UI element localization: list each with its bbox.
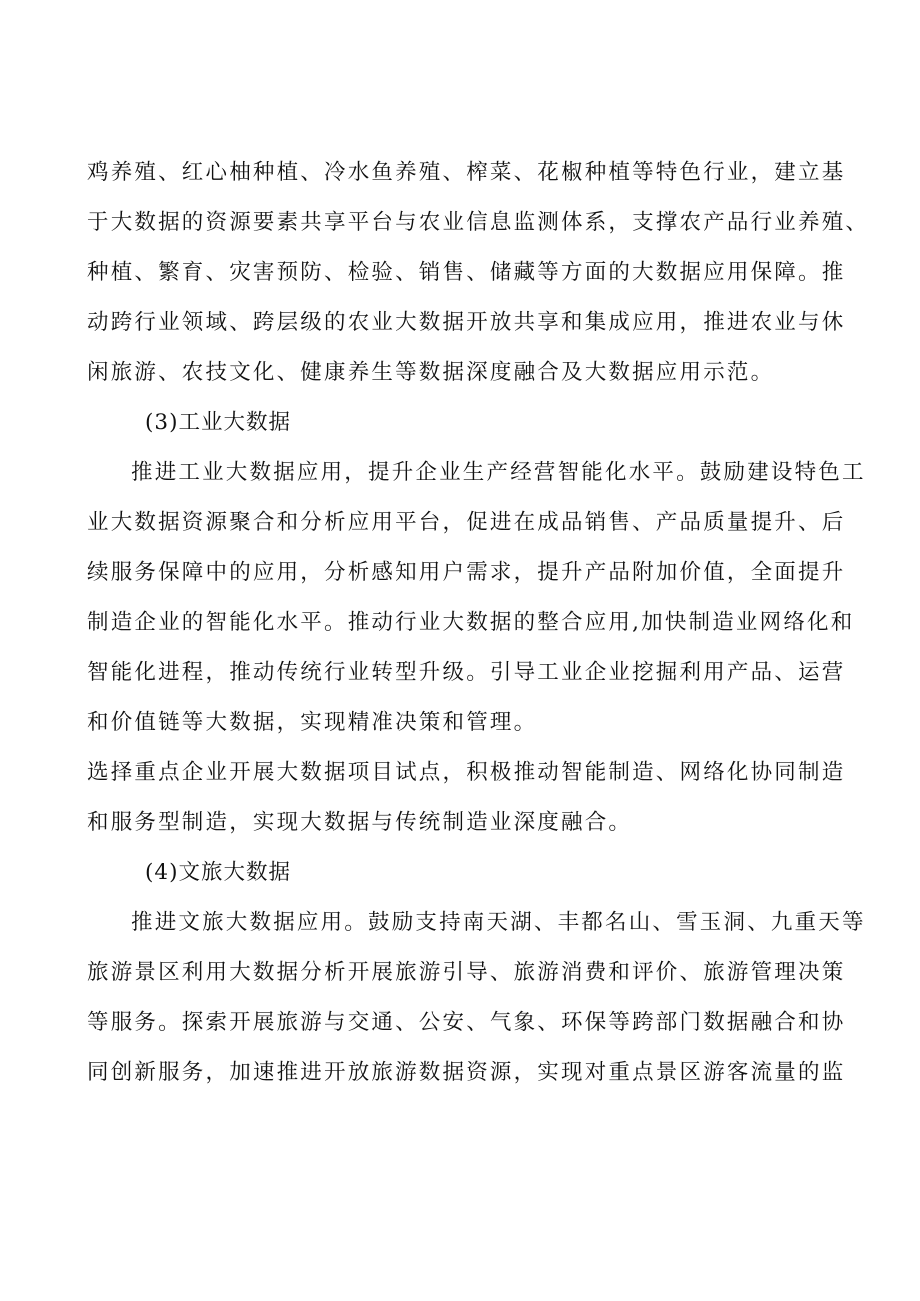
text-line: 推进工业大数据应用，提升企业生产经营智能化水平。鼓励建设特色工 — [131, 460, 866, 485]
text-line: 续服务保障中的应用，分析感知用户需求，提升产品附加价值，全面提升 — [87, 560, 846, 585]
text-line: 推进文旅大数据应用。鼓励支持南天湖、丰都名山、雪玉洞、九重天等 — [131, 910, 866, 935]
section-heading-industry: (3)工业大数据 — [145, 410, 291, 435]
text-line: 旅游景区利用大数据分析开展旅游引导、旅游消费和评价、旅游管理决策 — [87, 960, 846, 985]
text-line: 制造企业的智能化水平。推动行业大数据的整合应用,加快制造业网络化和 — [87, 610, 855, 635]
text-line: 业大数据资源聚合和分析应用平台，促进在成品销售、产品质量提升、后 — [87, 510, 846, 535]
text-line: 等服务。探索开展旅游与交通、公安、气象、环保等跨部门数据融合和协 — [87, 1010, 846, 1035]
paragraph-industry — [87, 448, 866, 748]
text-line: 于大数据的资源要素共享平台与农业信息监测体系，支撑农产品行业养殖、 — [87, 210, 870, 235]
text-line: 同创新服务，加速推进开放旅游数据资源，实现对重点景区游客流量的监 — [87, 1060, 846, 1085]
text-line: 智能化进程，推动传统行业转型升级。引导工业企业挖掘利用产品、运营 — [87, 660, 846, 685]
text-line: 选择重点企业开展大数据项目试点，积极推动智能制造、网络化协同制造 — [87, 760, 846, 785]
text-line: 闲旅游、农技文化、健康养生等数据深度融合及大数据应用示范。 — [87, 360, 775, 385]
section-heading-tourism: (4)文旅大数据 — [145, 860, 291, 885]
paragraph-agriculture — [87, 148, 870, 398]
document-body — [87, 148, 870, 1098]
text-line: 种植、繁育、灾害预防、检验、销售、储藏等方面的大数据应用保障。推 — [87, 260, 846, 285]
text-line: 鸡养殖、红心柚种植、冷水鱼养殖、榨菜、花椒种植等特色行业，建立基 — [87, 160, 846, 185]
paragraph-pilot — [87, 748, 847, 848]
text-line: 动跨行业领域、跨层级的农业大数据开放共享和集成应用，推进农业与休 — [87, 310, 846, 335]
text-line: 和价值链等大数据，实现精准决策和管理。 — [87, 710, 538, 735]
paragraph-tourism — [87, 898, 866, 1098]
text-line: 和服务型制造，实现大数据与传统制造业深度融合。 — [87, 810, 633, 835]
